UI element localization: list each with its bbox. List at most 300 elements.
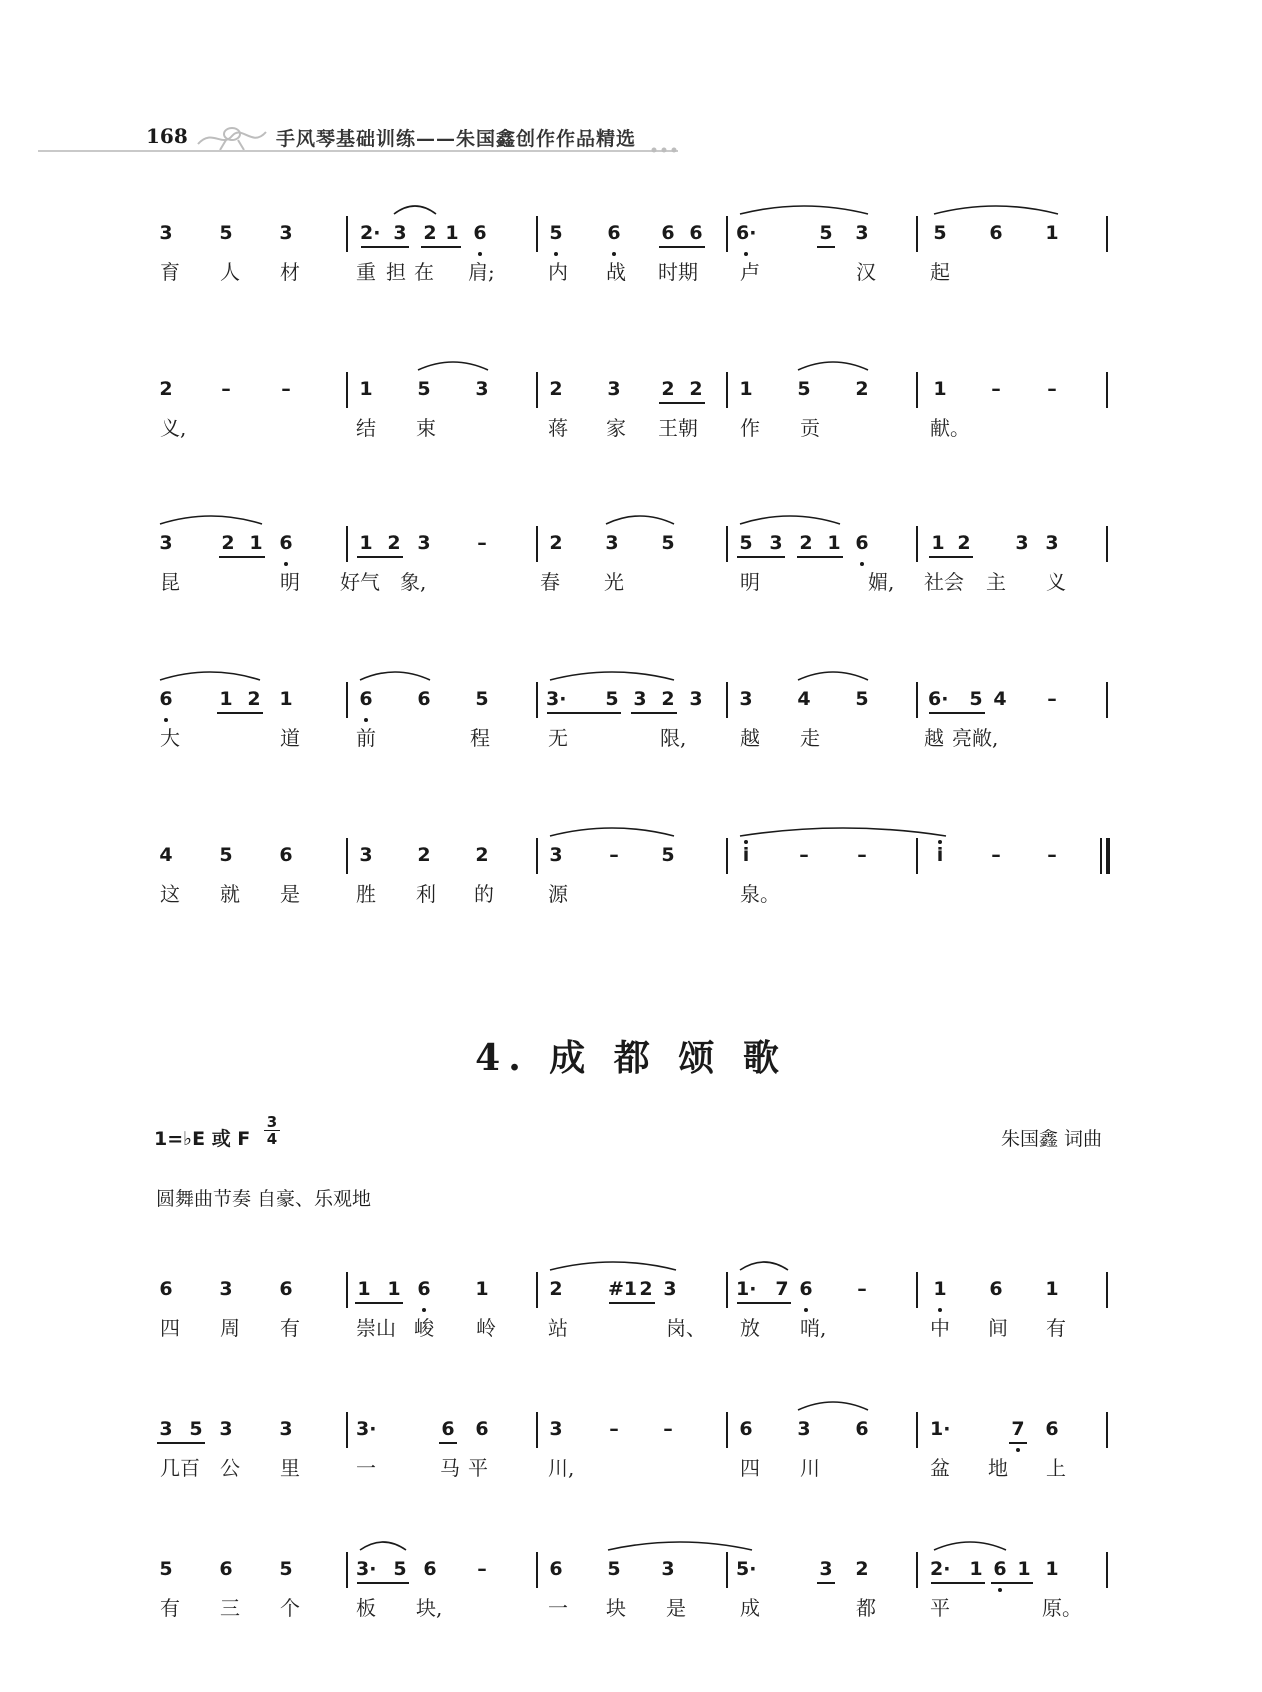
slur-arc (608, 1542, 752, 1550)
music-note: 2 (423, 222, 437, 244)
slur-arc (740, 206, 868, 214)
lyric-syllable: 卢 (740, 260, 760, 284)
barline (346, 372, 348, 408)
music-note: 6 (855, 532, 869, 554)
music-note: 2 (159, 378, 173, 400)
beam-underline (421, 246, 461, 248)
music-note: 7 (1011, 1418, 1025, 1440)
slur-layer (0, 510, 1262, 530)
music-note: 2· (360, 222, 381, 244)
music-note: 3 (475, 378, 489, 400)
music-note: 1 (931, 532, 945, 554)
music-note: 3 (359, 844, 373, 866)
beam-underline (817, 246, 835, 248)
music-note: 5 (417, 378, 431, 400)
music-note: 6 (423, 1558, 437, 1580)
barline (536, 216, 538, 252)
lyric-syllable: 材 (280, 260, 300, 284)
lyric-syllable: 这 (160, 882, 180, 906)
music-note: i (742, 844, 750, 866)
barline (1106, 216, 1108, 252)
music-note: 1 (1045, 1558, 1059, 1580)
music-note: 6· (736, 222, 757, 244)
ribbon-ornament-icon (192, 118, 272, 154)
music-note: 1 (249, 532, 263, 554)
music-note: – (1047, 688, 1057, 710)
music-note: 3 (605, 532, 619, 554)
beam-underline (361, 246, 409, 248)
barline (916, 216, 918, 252)
music-note: 3 (159, 222, 173, 244)
lyric-syllable: 地 (988, 1456, 1008, 1480)
music-note: – (1047, 378, 1057, 400)
beam-underline (659, 402, 705, 404)
lyric-syllable: 是 (666, 1596, 686, 1620)
barline (726, 526, 728, 562)
music-note: 3 (279, 222, 293, 244)
music-note: 6 (855, 1418, 869, 1440)
lyric-syllable: 有 (160, 1596, 180, 1620)
music-note: 1 (1045, 222, 1059, 244)
lyric-syllable: 战 (606, 260, 626, 284)
slur-arc (550, 828, 674, 836)
lyric-syllable: 岭 (476, 1316, 496, 1340)
music-note: 5 (159, 1558, 173, 1580)
final-barline (1106, 838, 1110, 874)
lyric-syllable: 程 (470, 726, 490, 750)
lyric-syllable: 肩; (468, 260, 495, 284)
header-divider (38, 150, 678, 152)
lyric-syllable: 好气 (340, 570, 380, 594)
barline (916, 1272, 918, 1308)
music-note: 7 (775, 1278, 789, 1300)
staff-row (0, 1264, 1262, 1384)
barline (536, 372, 538, 408)
lyric-syllable: 岗、 (666, 1316, 706, 1340)
staff-row (0, 364, 1262, 484)
music-note: 5 (797, 378, 811, 400)
barline (536, 1272, 538, 1308)
music-note: 3 (661, 1558, 675, 1580)
music-note: 5 (219, 844, 233, 866)
page-number: 168 (146, 124, 188, 148)
music-note: – (609, 1418, 619, 1440)
lyric-syllable: 主 (986, 570, 1006, 594)
beam-underline (357, 556, 403, 558)
barline (916, 526, 918, 562)
beam-underline (929, 712, 985, 714)
barline (726, 838, 728, 874)
tempo-marking: 圆舞曲节奏 自豪、乐观地 (156, 1188, 372, 1210)
music-note: 6 (417, 1278, 431, 1300)
music-note: 6 (473, 222, 487, 244)
slur-layer (0, 666, 1262, 686)
lyric-syllable: 几百 (160, 1456, 200, 1480)
lyric-syllable: 平 (930, 1596, 950, 1620)
music-note: 5 (933, 222, 947, 244)
music-note: 1· (736, 1278, 757, 1300)
lyric-syllable: 块 (606, 1596, 626, 1620)
lyric-syllable: 川 (800, 1456, 820, 1480)
lyrics-line (0, 566, 1262, 596)
music-note: 1 (219, 688, 233, 710)
barline (346, 682, 348, 718)
music-note: 4 (797, 688, 811, 710)
beam-underline (797, 556, 843, 558)
music-note: 1· (930, 1418, 951, 1440)
lyric-syllable: 媚, (868, 570, 895, 594)
barline (726, 682, 728, 718)
music-note: – (663, 1418, 673, 1440)
barline (346, 838, 348, 874)
slur-arc (394, 206, 436, 214)
barline (726, 372, 728, 408)
lyric-syllable: 亮敞, (952, 726, 999, 750)
music-note: – (281, 378, 291, 400)
slur-layer (0, 1536, 1262, 1556)
music-note: 5 (219, 222, 233, 244)
barline (346, 216, 348, 252)
beam-underline (631, 712, 677, 714)
lyric-syllable: 成 (740, 1596, 760, 1620)
time-signature-top: 3 (266, 1113, 278, 1131)
music-note: 6 (549, 1558, 563, 1580)
lyric-syllable: 贡 (800, 416, 820, 440)
lyric-syllable: 四 (740, 1456, 760, 1480)
music-note: 6 (689, 222, 703, 244)
beam-underline (439, 1442, 457, 1444)
lyric-syllable: 上 (1046, 1456, 1066, 1480)
music-note: 2 (689, 378, 703, 400)
beam-underline (737, 1302, 791, 1304)
music-note: 6 (993, 1558, 1007, 1580)
music-note: 6 (279, 1278, 293, 1300)
music-note: 1 (387, 1278, 401, 1300)
time-signature (264, 1114, 280, 1147)
slur-arc (550, 1262, 676, 1270)
music-note: 5 (969, 688, 983, 710)
lyric-syllable: 担 (386, 260, 406, 284)
music-note: 1 (969, 1558, 983, 1580)
lyric-syllable: 周 (220, 1316, 240, 1340)
barline (1106, 1552, 1108, 1588)
music-note: 3 (663, 1278, 677, 1300)
music-note: 1 (933, 1278, 947, 1300)
lyric-syllable: 盆 (930, 1456, 950, 1480)
lyric-syllable: 束 (416, 416, 436, 440)
music-note: 2 (957, 532, 971, 554)
music-note: 3 (159, 532, 173, 554)
beam-underline (931, 1582, 985, 1584)
lyric-syllable: 有 (1046, 1316, 1066, 1340)
music-note: 5 (393, 1558, 407, 1580)
music-note: 3 (159, 1418, 173, 1440)
staff-row (0, 208, 1262, 328)
music-note: 2 (661, 688, 675, 710)
barline (726, 1272, 728, 1308)
barline (536, 682, 538, 718)
barline (1106, 372, 1108, 408)
barline (916, 1412, 918, 1448)
music-note: 5 (279, 1558, 293, 1580)
staff-row (0, 674, 1262, 794)
slur-arc (798, 1402, 868, 1410)
beam-underline (817, 1582, 835, 1584)
barline (916, 838, 918, 874)
music-note: 5 (855, 688, 869, 710)
music-note: #1 (608, 1278, 638, 1300)
staff-row (0, 830, 1262, 950)
music-note: 6· (928, 688, 949, 710)
music-note: 3 (279, 1418, 293, 1440)
slur-arc (160, 516, 262, 524)
music-note: 3 (393, 222, 407, 244)
music-note: 6 (1045, 1418, 1059, 1440)
barline (916, 682, 918, 718)
music-note: 6 (159, 1278, 173, 1300)
lyrics-line (0, 722, 1262, 752)
barline (1106, 1272, 1108, 1308)
lyric-syllable: 越 (740, 726, 760, 750)
staff-row (0, 518, 1262, 638)
lyrics-line (0, 1592, 1262, 1622)
music-note: 3 (1015, 532, 1029, 554)
lyric-syllable: 汉 (856, 260, 876, 284)
lyric-syllable: 春 (540, 570, 560, 594)
barline (346, 1552, 348, 1588)
lyric-syllable: 社会 (924, 570, 964, 594)
slur-arc (798, 672, 868, 680)
lyric-syllable: 就 (220, 882, 240, 906)
music-note: 3 (819, 1558, 833, 1580)
beam-underline (609, 1302, 655, 1304)
lyric-syllable: 胜 (356, 882, 376, 906)
lyric-syllable: 内 (548, 260, 568, 284)
music-note: 6 (661, 222, 675, 244)
lyric-syllable: 一 (548, 1596, 568, 1620)
lyric-syllable: 无 (548, 726, 568, 750)
music-note: 3· (546, 688, 567, 710)
lyric-syllable: 泉。 (740, 882, 780, 906)
music-note: 1 (359, 532, 373, 554)
music-note: 3 (769, 532, 783, 554)
music-note: – (477, 1558, 487, 1580)
barline (536, 1412, 538, 1448)
music-note: i (936, 844, 944, 866)
music-note: – (857, 844, 867, 866)
music-note: 3· (356, 1418, 377, 1440)
lyric-syllable: 前 (356, 726, 376, 750)
music-note: 5 (661, 844, 675, 866)
lyric-syllable: 都 (856, 1596, 876, 1620)
music-note: 6 (279, 844, 293, 866)
music-note: 2 (799, 532, 813, 554)
lyric-syllable: 越 (924, 726, 944, 750)
music-note: 1 (279, 688, 293, 710)
music-note: 3 (739, 688, 753, 710)
barline (1106, 682, 1108, 718)
music-note: 2 (417, 844, 431, 866)
music-note: 5 (189, 1418, 203, 1440)
slur-arc (550, 672, 674, 680)
header-dots-icon (650, 146, 680, 154)
music-note: 6 (219, 1558, 233, 1580)
music-note: 2 (221, 532, 235, 554)
music-note: 3· (356, 1558, 377, 1580)
music-note: 6 (279, 532, 293, 554)
music-note: 1 (359, 378, 373, 400)
music-note: 3 (1045, 532, 1059, 554)
lyric-syllable: 站 (548, 1316, 568, 1340)
slur-arc (606, 516, 674, 524)
lyric-syllable: 限, (660, 726, 687, 750)
music-note: 1 (739, 378, 753, 400)
music-note: 6 (739, 1418, 753, 1440)
lyrics-line (0, 1452, 1262, 1482)
music-note: 5 (605, 688, 619, 710)
slur-arc (740, 828, 946, 836)
time-signature-bottom: 4 (264, 1130, 280, 1147)
lyric-syllable: 一 (356, 1456, 376, 1480)
music-note: 3 (549, 1418, 563, 1440)
barline (536, 526, 538, 562)
lyric-syllable: 四 (160, 1316, 180, 1340)
lyric-syllable: 原。 (1042, 1596, 1082, 1620)
slur-arc (360, 672, 430, 680)
music-note: 3 (855, 222, 869, 244)
music-note: 1 (827, 532, 841, 554)
music-note: 6 (607, 222, 621, 244)
music-note: 2 (387, 532, 401, 554)
music-note: 2 (549, 378, 563, 400)
barline (346, 526, 348, 562)
lyric-syllable: 象, (400, 570, 427, 594)
slur-layer (0, 1256, 1262, 1276)
music-note: – (991, 378, 1001, 400)
lyric-syllable: 育 (160, 260, 180, 284)
lyric-syllable: 大 (160, 726, 180, 750)
music-note: – (609, 844, 619, 866)
slur-arc (360, 1542, 406, 1550)
lyric-syllable: 利 (416, 882, 436, 906)
music-note: 3 (797, 1418, 811, 1440)
music-note: 6 (441, 1418, 455, 1440)
lyric-syllable: 道 (280, 726, 300, 750)
music-note: 6 (989, 222, 1003, 244)
slur-arc (934, 206, 1058, 214)
beam-underline (157, 1442, 205, 1444)
barline (726, 216, 728, 252)
barline (346, 1272, 348, 1308)
music-note: 3 (417, 532, 431, 554)
music-note: 2 (639, 1278, 653, 1300)
slur-arc (798, 362, 868, 370)
lyric-syllable: 义 (1046, 570, 1066, 594)
lyric-syllable: 明 (740, 570, 760, 594)
lyric-syllable: 作 (740, 416, 760, 440)
music-note: 2 (549, 1278, 563, 1300)
music-note: 6 (417, 688, 431, 710)
slur-layer (0, 356, 1262, 376)
lyric-syllable: 个 (280, 1596, 300, 1620)
slur-arc (740, 516, 840, 524)
beam-underline (1009, 1442, 1027, 1444)
music-note: 6 (989, 1278, 1003, 1300)
music-note: 1 (475, 1278, 489, 1300)
music-note: 1 (1017, 1558, 1031, 1580)
music-note: – (857, 1278, 867, 1300)
song-author: 朱国鑫 词曲 (1000, 1128, 1102, 1150)
music-note: 3 (689, 688, 703, 710)
lyric-syllable: 块, (416, 1596, 443, 1620)
music-note: – (477, 532, 487, 554)
music-note: 5 (475, 688, 489, 710)
slur-arc (160, 672, 260, 680)
beam-underline (929, 556, 973, 558)
lyric-syllable: 义, (160, 416, 187, 440)
lyric-syllable: 起 (930, 260, 950, 284)
music-note: 3 (549, 844, 563, 866)
music-note: 1 (357, 1278, 371, 1300)
lyrics-line (0, 878, 1262, 908)
slur-arc (740, 1262, 788, 1270)
lyric-syllable: 昆 (160, 570, 180, 594)
lyric-syllable: 三 (220, 1596, 240, 1620)
slur-arc (934, 1542, 1006, 1550)
music-note: – (221, 378, 231, 400)
lyric-syllable: 光 (604, 570, 624, 594)
music-note: 4 (993, 688, 1007, 710)
music-note: 2 (855, 1558, 869, 1580)
lyric-syllable: 明 (280, 570, 300, 594)
lyric-syllable: 源 (548, 882, 568, 906)
slur-layer (0, 822, 1262, 842)
music-note: 3 (607, 378, 621, 400)
lyrics-line (0, 1312, 1262, 1342)
lyric-syllable: 间 (988, 1316, 1008, 1340)
music-note: – (799, 844, 809, 866)
music-note: 1 (1045, 1278, 1059, 1300)
beam-underline (357, 1582, 409, 1584)
lyric-syllable: 人 (220, 260, 240, 284)
music-note: – (1047, 844, 1057, 866)
barline (726, 1412, 728, 1448)
music-note: 4 (159, 844, 173, 866)
lyric-syllable: 峻 (414, 1316, 434, 1340)
music-note: 2 (855, 378, 869, 400)
final-barline (1100, 838, 1102, 874)
music-note: 6 (799, 1278, 813, 1300)
barline (1106, 1412, 1108, 1448)
lyric-syllable: 重 (356, 260, 376, 284)
lyrics-line (0, 412, 1262, 442)
lyric-syllable: 在 (414, 260, 434, 284)
beam-underline (355, 1302, 403, 1304)
music-note: 2 (661, 378, 675, 400)
music-note: 3 (633, 688, 647, 710)
lyric-syllable: 蒋 (548, 416, 568, 440)
music-note: 6 (359, 688, 373, 710)
lyric-syllable: 献。 (930, 416, 970, 440)
music-note: 2· (930, 1558, 951, 1580)
lyric-syllable: 里 (280, 1456, 300, 1480)
music-note: 2 (247, 688, 261, 710)
music-note: 5 (819, 222, 833, 244)
barline (916, 372, 918, 408)
beam-underline (737, 556, 785, 558)
barline (916, 1552, 918, 1588)
staff-row (0, 1404, 1262, 1524)
